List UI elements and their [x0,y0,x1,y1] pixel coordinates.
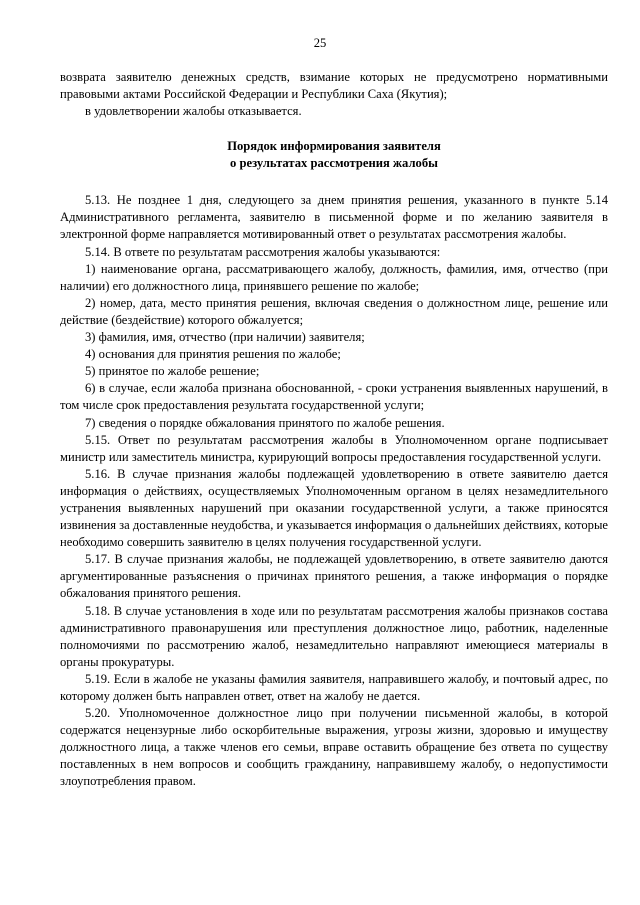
list-item-7: 7) сведения о порядке обжалования принятого по жалобе решения. [85,415,445,430]
paragraph-5-14: 5.14. В ответе по результатам рассмотрения жалобы указываются: [85,244,441,259]
list-item-6: 6) в случае, если жалоба признана обоснованной, - сроки устранения выявленных нарушений, в том числе срок предоставления результата государственной услуги; [60,381,608,413]
paragraph-5-19: 5.19. Если в жалобе не указаны фамилия заявителя, направившего жалобу, и почтовый адрес, по которому должен быть направлен ответ, ответ на жалобу не дается. [60,671,608,703]
paragraph-5-13: 5.13. Не позднее 1 дня, следующего за днем принятия решения, указанного в пункте 5.14 Административного регламента, заявителю в письменной форме и по желанию заявителя в электронной форме направляется мотивированный ответ о результатах рассмотрения жалобы. [60,193,608,242]
intro-paragraph-1: возврата заявителю денежных средств, взимание которых не предусмотрено нормативными правовыми актами Российской Федерации и Республики Саха (Якутия); [60,70,608,102]
section-heading [60,138,608,172]
list-item-4: 4) основания для принятия решения по жалобе; [85,347,341,362]
paragraph-5-15: 5.15. Ответ по результатам рассмотрения жалобы в Уполномоченном органе подписывает министр или заместитель министра, курирующий вопросы предоставления государственной услуги. [60,432,608,464]
intro-paragraph-2: в удовлетворении жалобы отказывается. [85,104,302,119]
document-body [60,69,608,791]
page-number: 25 [313,36,327,50]
paragraph-5-20: 5.20. Уполномоченное должностное лицо при получении письменной жалобы, в которой содержатся нецензурные либо оскорбительные выражения, угрозы жизни, здоровью и имуществу должностного лица, а также членов его семьи, вправе оставить обращение без ответа по существу поставленных в нем вопросов и сообщить гражданину, направившему жалобу, о недопустимости злоупотребления правом. [60,706,608,789]
list-item-3: 3) фамилия, имя, отчество (при наличии) заявителя; [85,330,365,345]
paragraph-5-18: 5.18. В случае установления в ходе или по результатам рассмотрения жалобы признаков состава административного правонарушения или преступления должностное лицо, работник, наделенные полномочиями по рассмотрению жалоб, незамедлительно направляют имеющиеся материалы в органы прокуратуры. [60,603,608,669]
section-heading-line-2: о результатах рассмотрения жалобы [230,156,438,171]
list-item-2: 2) номер, дата, место принятия решения, включая сведения о должностном лице, решение или действие (бездействие) которого обжалуется; [60,295,608,327]
list-item-1: 1) наименование органа, рассматривающего жалобу, должность, фамилия, имя, отчество (при наличии) его должностного лица, принявшего решение по жалобе; [60,261,608,293]
list-item-5: 5) принятое по жалобе решение; [85,364,260,379]
paragraph-5-17: 5.17. В случае признания жалобы, не подлежащей удовлетворению, в ответе заявителю даются аргументированные разъяснения о причинах принятого решения, а также информация о порядке обжалования принятого решения. [60,552,608,601]
paragraph-5-16: 5.16. В случае признания жалобы подлежащей удовлетворению в ответе заявителю дается информация о действиях, осуществляемых Уполномоченным органом в целях незамедлительного устранения выявленных нарушений при оказании государственной услуги, а также приносятся извинения за доставленные неудобства, и указывается информация о дальнейших действиях, которые необходимо совершить заявителю в целях получения государственной услуги. [60,466,608,550]
section-heading-line-1: Порядок информирования заявителя [227,139,441,154]
